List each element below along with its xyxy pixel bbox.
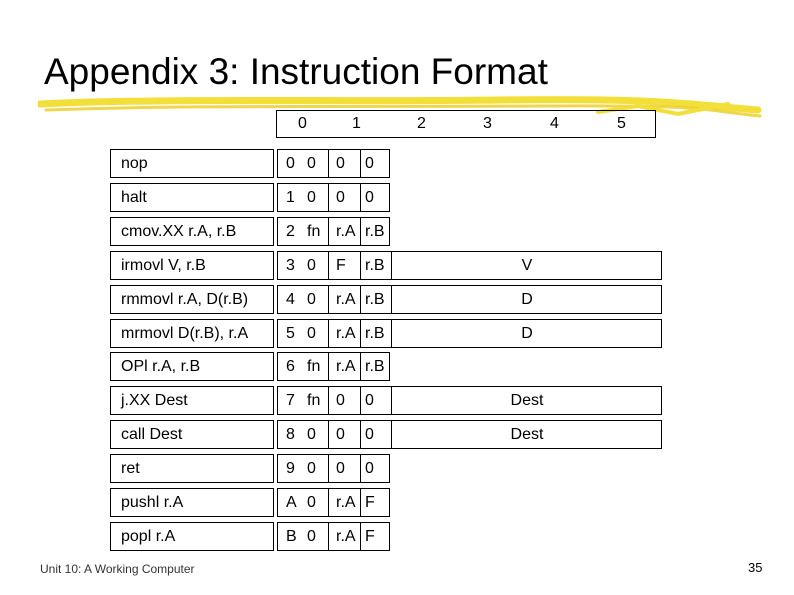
byte-divider — [328, 489, 329, 516]
byte-position-4: 4 — [550, 115, 559, 132]
encoding-field: r.A — [336, 358, 356, 375]
encoding-field: 0 — [307, 528, 316, 545]
encoding-field: 0 — [336, 426, 345, 443]
byte-position-0: 0 — [298, 115, 307, 132]
encoding-field: 3 — [286, 257, 295, 274]
encoding-field: 4 — [286, 291, 295, 308]
byte-position-2: 2 — [417, 115, 426, 132]
encoding-field: 0 — [307, 325, 316, 342]
encoding-field: r.A — [336, 223, 356, 240]
encoding-field: fn — [307, 358, 321, 375]
encoding-field: r.B — [365, 257, 385, 274]
instruction-name-box — [110, 285, 274, 314]
byte-divider — [328, 252, 329, 279]
byte-position-header — [276, 110, 656, 138]
encoding-field: r.A — [336, 325, 356, 342]
encoding-field: 0 — [365, 460, 374, 477]
instruction-encoding — [277, 352, 390, 381]
byte-position-3: 3 — [483, 115, 492, 132]
instruction-encoding — [277, 522, 390, 551]
instruction-encoding — [277, 488, 390, 517]
encoding-field: 0 — [365, 155, 374, 172]
encoding-field: B — [286, 528, 297, 545]
byte-divider — [328, 150, 329, 177]
instruction-name-box — [110, 251, 274, 280]
byte-divider — [360, 252, 361, 279]
encoding-field: F — [365, 494, 375, 511]
instruction-name: rmmovl r.A, D(r.B) — [121, 291, 249, 308]
encoding-field: 0 — [365, 392, 374, 409]
encoding-field: 0 — [365, 426, 374, 443]
encoding-field: 0 — [286, 155, 295, 172]
instruction-name: cmov.XX r.A, r.B — [121, 223, 237, 240]
encoding-extension-field: Dest — [510, 426, 544, 443]
instruction-encoding — [277, 386, 662, 415]
page-number: 35 — [748, 560, 763, 575]
byte-divider — [360, 523, 361, 550]
byte-divider — [360, 353, 361, 380]
byte-divider — [360, 218, 361, 245]
encoding-field: 6 — [286, 358, 295, 375]
encoding-field: 0 — [307, 494, 316, 511]
byte-divider — [328, 218, 329, 245]
encoding-field: 0 — [307, 291, 316, 308]
encoding-field: F — [336, 257, 346, 274]
instruction-encoding — [277, 420, 662, 449]
encoding-field: r.A — [336, 291, 356, 308]
instruction-name: mrmovl D(r.B), r.A — [121, 325, 249, 342]
encoding-extension-field: Dest — [510, 392, 544, 409]
encoding-field: F — [365, 528, 375, 545]
byte-divider — [328, 184, 329, 211]
instruction-name-box — [110, 352, 274, 381]
instruction-name-box — [110, 420, 274, 449]
encoding-field: 0 — [336, 155, 345, 172]
encoding-field: 9 — [286, 460, 295, 477]
instruction-name-box — [110, 149, 274, 178]
byte-divider — [360, 184, 361, 211]
instruction-encoding — [277, 285, 662, 314]
encoding-field: 0 — [365, 189, 374, 206]
byte-divider — [360, 286, 361, 313]
encoding-field: 5 — [286, 325, 295, 342]
byte-divider — [328, 320, 329, 347]
encoding-field: 2 — [286, 223, 295, 240]
byte-divider — [360, 489, 361, 516]
byte-divider — [360, 320, 361, 347]
byte-divider — [360, 387, 361, 414]
slide-title: Appendix 3: Instruction Format — [44, 51, 548, 92]
instruction-name-box — [110, 522, 274, 551]
byte-position-5: 5 — [617, 115, 626, 132]
instruction-name: nop — [121, 155, 148, 172]
encoding-field: r.B — [365, 358, 385, 375]
instruction-name: halt — [121, 189, 147, 206]
instruction-name-box — [110, 386, 274, 415]
encoding-field: r.A — [336, 528, 356, 545]
byte-divider — [328, 353, 329, 380]
instruction-encoding — [277, 251, 662, 280]
byte-divider — [328, 286, 329, 313]
encoding-field: fn — [307, 392, 321, 409]
instruction-encoding — [277, 319, 662, 348]
encoding-field: 0 — [307, 460, 316, 477]
instruction-name: ret — [121, 460, 140, 477]
instruction-name: popl r.A — [121, 528, 176, 545]
encoding-field: r.B — [365, 325, 385, 342]
encoding-field: 1 — [286, 189, 295, 206]
encoding-field: 0 — [307, 426, 316, 443]
byte-divider — [360, 421, 361, 448]
instruction-encoding — [277, 183, 390, 212]
encoding-extension-field: D — [521, 325, 533, 342]
instruction-name: pushl r.A — [121, 494, 184, 511]
encoding-field: r.B — [365, 223, 385, 240]
encoding-field: fn — [307, 223, 321, 240]
instruction-name-box — [110, 454, 274, 483]
encoding-extension-field: D — [521, 291, 533, 308]
encoding-field: 0 — [307, 257, 316, 274]
encoding-field: r.B — [365, 291, 385, 308]
encoding-field: 7 — [286, 392, 295, 409]
byte-divider — [360, 455, 361, 482]
footer-text: Unit 10: A Working Computer — [40, 562, 195, 576]
byte-divider — [328, 455, 329, 482]
encoding-field: 0 — [307, 155, 316, 172]
byte-position-1: 1 — [352, 115, 361, 132]
byte-divider — [328, 421, 329, 448]
instruction-name: OPl r.A, r.B — [121, 358, 201, 375]
instruction-encoding — [277, 217, 390, 246]
instruction-encoding — [277, 149, 390, 178]
byte-divider — [328, 523, 329, 550]
instruction-name-box — [110, 217, 274, 246]
byte-divider — [328, 387, 329, 414]
instruction-name: call Dest — [121, 426, 183, 443]
encoding-field: 8 — [286, 426, 295, 443]
instruction-name-box — [110, 183, 274, 212]
instruction-encoding — [277, 454, 390, 483]
encoding-field: 0 — [336, 189, 345, 206]
instruction-name-box — [110, 319, 274, 348]
encoding-field: 0 — [336, 392, 345, 409]
instruction-name: j.XX Dest — [121, 392, 188, 409]
byte-divider — [360, 150, 361, 177]
instruction-name-box — [110, 488, 274, 517]
encoding-field: 0 — [307, 189, 316, 206]
instruction-name: irmovl V, r.B — [121, 257, 206, 274]
encoding-field: A — [286, 494, 297, 511]
encoding-field: 0 — [336, 460, 345, 477]
encoding-extension-field: V — [521, 257, 533, 274]
encoding-field: r.A — [336, 494, 356, 511]
